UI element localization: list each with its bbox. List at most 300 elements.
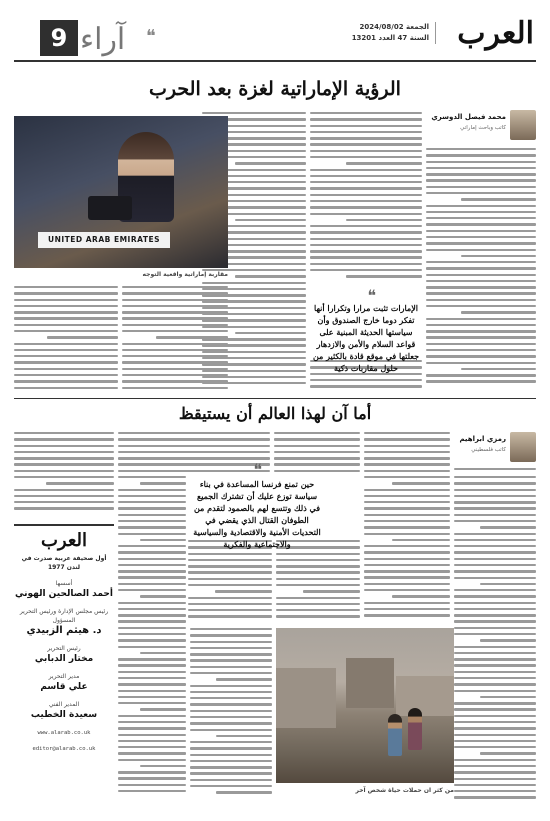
text-line bbox=[122, 299, 228, 301]
text-line bbox=[276, 615, 360, 617]
text-line bbox=[14, 330, 118, 332]
text-line bbox=[454, 790, 536, 792]
text-line bbox=[14, 387, 118, 389]
text-line bbox=[364, 489, 450, 491]
text-line bbox=[14, 324, 118, 326]
text-line bbox=[190, 779, 272, 781]
text-line bbox=[188, 584, 272, 586]
text-line bbox=[14, 286, 118, 288]
text-line bbox=[118, 752, 186, 754]
text-line bbox=[122, 311, 228, 313]
article2-column-6 bbox=[14, 432, 114, 518]
text-line bbox=[188, 609, 272, 611]
text-line bbox=[426, 167, 536, 169]
text-line bbox=[118, 759, 186, 761]
text-line bbox=[426, 148, 536, 150]
deputy-label: رئيس التحرير bbox=[47, 645, 81, 652]
text-line bbox=[364, 526, 450, 528]
text-line bbox=[118, 608, 186, 610]
text-line bbox=[426, 305, 536, 307]
text-line bbox=[118, 671, 186, 673]
text-line bbox=[426, 343, 536, 345]
text-line bbox=[188, 559, 272, 561]
article2-column-5 bbox=[118, 432, 186, 804]
text-line bbox=[190, 754, 272, 756]
text-line bbox=[216, 735, 272, 737]
text-line bbox=[454, 702, 536, 704]
text-line bbox=[156, 336, 228, 338]
text-line bbox=[426, 286, 536, 288]
text-line bbox=[118, 633, 186, 635]
article2-author-avatar bbox=[510, 432, 536, 462]
text-line bbox=[276, 553, 360, 555]
text-line bbox=[454, 482, 536, 484]
text-line bbox=[276, 584, 360, 586]
text-line bbox=[118, 514, 186, 516]
text-line bbox=[454, 759, 536, 761]
text-line bbox=[364, 558, 450, 560]
text-line bbox=[364, 445, 450, 447]
text-line bbox=[303, 590, 360, 592]
text-line bbox=[461, 368, 536, 370]
text-line bbox=[118, 614, 186, 616]
text-line bbox=[190, 760, 272, 762]
text-line bbox=[310, 156, 422, 158]
text-line bbox=[14, 457, 114, 459]
text-line bbox=[454, 677, 536, 679]
text-line bbox=[184, 451, 270, 453]
text-line bbox=[190, 691, 272, 693]
text-line bbox=[426, 274, 536, 276]
text-line bbox=[392, 539, 450, 541]
text-line bbox=[140, 595, 186, 597]
text-line bbox=[190, 647, 272, 649]
text-line bbox=[190, 634, 272, 636]
text-line bbox=[454, 589, 536, 591]
text-line bbox=[426, 179, 536, 181]
text-line bbox=[364, 438, 450, 440]
text-line bbox=[364, 432, 450, 434]
text-line bbox=[118, 746, 186, 748]
text-line bbox=[118, 489, 186, 491]
text-line bbox=[454, 520, 536, 522]
article2-photo bbox=[276, 628, 454, 783]
text-line bbox=[14, 343, 118, 345]
text-line bbox=[364, 589, 450, 591]
text-line bbox=[454, 771, 536, 773]
ruins-shape bbox=[346, 658, 394, 708]
page-number-badge: 9 bbox=[40, 20, 78, 56]
text-line bbox=[274, 451, 360, 453]
text-line bbox=[364, 564, 450, 566]
text-line bbox=[310, 181, 422, 183]
text-line bbox=[122, 361, 228, 363]
text-line bbox=[184, 445, 270, 447]
text-line bbox=[122, 387, 228, 389]
text-line bbox=[118, 576, 186, 578]
text-line bbox=[118, 438, 186, 440]
article2-column-1 bbox=[454, 476, 536, 810]
text-line bbox=[364, 551, 450, 553]
text-line bbox=[276, 559, 360, 561]
text-line bbox=[118, 727, 186, 729]
text-line bbox=[140, 708, 186, 710]
text-line bbox=[216, 678, 272, 680]
text-line bbox=[122, 355, 228, 357]
text-line bbox=[454, 721, 536, 723]
photo-nameplate: UNITED ARAB EMIRATES bbox=[38, 232, 170, 248]
text-line bbox=[364, 451, 450, 453]
text-line bbox=[310, 206, 422, 208]
text-line bbox=[454, 468, 536, 470]
text-line bbox=[276, 571, 360, 573]
text-line bbox=[14, 470, 114, 472]
text-line bbox=[426, 330, 536, 332]
text-line bbox=[426, 362, 536, 364]
text-line bbox=[426, 173, 536, 175]
text-line bbox=[454, 740, 536, 742]
masthead bbox=[14, 14, 536, 62]
text-line bbox=[190, 653, 272, 655]
issue-number: السنة 47 العدد 13201 bbox=[351, 34, 429, 42]
text-line bbox=[310, 150, 422, 152]
text-line bbox=[118, 545, 186, 547]
text-line bbox=[310, 269, 422, 271]
text-line bbox=[454, 765, 536, 767]
text-line bbox=[118, 677, 186, 679]
text-line bbox=[118, 583, 186, 585]
article1-column-5 bbox=[14, 286, 118, 392]
text-line bbox=[426, 318, 536, 320]
text-line bbox=[118, 445, 186, 447]
text-line bbox=[235, 275, 306, 277]
text-line bbox=[426, 205, 536, 207]
text-line bbox=[118, 570, 186, 572]
text-line bbox=[190, 716, 272, 718]
text-line bbox=[14, 311, 118, 313]
text-line bbox=[454, 734, 536, 736]
text-line bbox=[190, 729, 272, 731]
text-line bbox=[426, 349, 536, 351]
text-line bbox=[426, 186, 536, 188]
text-line bbox=[364, 608, 450, 610]
text-line bbox=[235, 162, 306, 164]
text-line bbox=[364, 463, 450, 465]
text-line bbox=[14, 438, 114, 440]
text-line bbox=[122, 330, 228, 332]
text-line bbox=[346, 275, 422, 277]
text-line bbox=[461, 255, 536, 257]
text-line bbox=[118, 533, 186, 535]
text-line bbox=[454, 595, 536, 597]
text-line bbox=[122, 374, 228, 376]
text-line bbox=[364, 545, 450, 547]
text-line bbox=[310, 263, 422, 265]
text-line bbox=[364, 507, 450, 509]
text-line bbox=[364, 495, 450, 497]
text-line bbox=[118, 683, 186, 685]
child-figure bbox=[408, 708, 422, 750]
text-line bbox=[426, 161, 536, 163]
text-line bbox=[118, 715, 186, 717]
text-line bbox=[310, 112, 422, 114]
website-link[interactable]: www.alarab.co.uk bbox=[37, 730, 91, 736]
text-line bbox=[118, 740, 186, 742]
text-line bbox=[310, 131, 422, 133]
text-line bbox=[274, 432, 360, 434]
text-line bbox=[454, 514, 536, 516]
text-line bbox=[454, 727, 536, 729]
text-line bbox=[118, 664, 186, 666]
text-line bbox=[454, 489, 536, 491]
text-line bbox=[276, 578, 360, 580]
text-line bbox=[190, 741, 272, 743]
text-line bbox=[122, 349, 228, 351]
text-line bbox=[310, 143, 422, 145]
text-line bbox=[215, 590, 272, 592]
text-line bbox=[118, 627, 186, 629]
text-line bbox=[454, 690, 536, 692]
text-line bbox=[118, 602, 186, 604]
article1-column-2 bbox=[310, 112, 422, 282]
text-line bbox=[454, 715, 536, 717]
text-line bbox=[122, 380, 228, 382]
article1-photo bbox=[14, 116, 228, 268]
article2-photo-caption: من كثر ان حملات حياة شخص آخر bbox=[355, 787, 454, 794]
text-line bbox=[274, 445, 360, 447]
text-line bbox=[118, 470, 186, 472]
text-line bbox=[454, 784, 536, 786]
text-line bbox=[190, 641, 272, 643]
article2-byline bbox=[452, 432, 536, 464]
text-line bbox=[426, 249, 536, 251]
text-line bbox=[454, 658, 536, 660]
chairman-name: د. هيثم الزبيدي bbox=[26, 625, 102, 636]
text-line bbox=[190, 772, 272, 774]
article2-author-name: رمزي ابراهيم bbox=[459, 435, 506, 443]
article2-column-1a bbox=[454, 468, 536, 474]
text-line bbox=[118, 589, 186, 591]
text-line bbox=[188, 603, 272, 605]
text-line bbox=[454, 683, 536, 685]
text-line bbox=[454, 746, 536, 748]
text-line bbox=[202, 282, 306, 284]
text-line bbox=[461, 311, 536, 313]
text-line bbox=[276, 597, 360, 599]
text-line bbox=[188, 565, 272, 567]
text-line bbox=[426, 217, 536, 219]
text-line bbox=[14, 489, 114, 491]
text-line bbox=[188, 597, 272, 599]
text-line bbox=[426, 299, 536, 301]
text-line bbox=[140, 482, 186, 484]
text-line bbox=[118, 646, 186, 648]
text-line bbox=[188, 615, 272, 617]
text-line bbox=[274, 470, 360, 472]
text-line bbox=[14, 305, 118, 307]
text-line bbox=[454, 627, 536, 629]
publication-info-box bbox=[14, 524, 114, 804]
text-line bbox=[122, 317, 228, 319]
article1-byline bbox=[424, 110, 536, 144]
text-line bbox=[276, 603, 360, 605]
text-line bbox=[310, 225, 422, 227]
text-line bbox=[454, 533, 536, 535]
text-line bbox=[188, 553, 272, 555]
text-line bbox=[190, 666, 272, 668]
text-line bbox=[14, 361, 118, 363]
text-line bbox=[454, 577, 536, 579]
text-line bbox=[118, 451, 186, 453]
text-line bbox=[364, 514, 450, 516]
founder-name: أحمد الصالحين الهوني bbox=[15, 589, 113, 599]
text-line bbox=[140, 652, 186, 654]
text-line bbox=[454, 476, 536, 478]
text-line bbox=[364, 614, 450, 616]
text-line bbox=[310, 385, 422, 387]
issue-info bbox=[352, 22, 436, 44]
text-line bbox=[14, 445, 114, 447]
text-line bbox=[276, 609, 360, 611]
text-line bbox=[454, 796, 536, 798]
text-line bbox=[426, 230, 536, 232]
managing-name: علي قاسم bbox=[40, 682, 88, 692]
text-line bbox=[310, 244, 422, 246]
article1-author-role: كاتب وباحث إماراتي bbox=[460, 125, 506, 131]
text-line bbox=[14, 501, 114, 503]
text-line bbox=[454, 633, 536, 635]
text-line bbox=[310, 238, 422, 240]
text-line bbox=[14, 495, 114, 497]
text-line bbox=[14, 299, 118, 301]
text-line bbox=[274, 457, 360, 459]
text-line bbox=[190, 672, 272, 674]
text-line bbox=[310, 194, 422, 196]
article1-headline: الرؤية الإماراتية لغزة بعد الحرب bbox=[149, 78, 401, 100]
text-line bbox=[235, 332, 306, 334]
text-line bbox=[14, 476, 114, 478]
article2-column-3 bbox=[274, 432, 360, 476]
text-line bbox=[454, 608, 536, 610]
text-line bbox=[14, 507, 114, 509]
text-line bbox=[235, 219, 306, 221]
podium bbox=[88, 196, 132, 220]
text-line bbox=[118, 771, 186, 773]
text-line bbox=[14, 292, 118, 294]
text-line bbox=[190, 703, 272, 705]
text-line bbox=[14, 368, 118, 370]
text-line bbox=[122, 286, 228, 288]
text-line bbox=[190, 628, 272, 630]
text-line bbox=[310, 231, 422, 233]
text-line bbox=[364, 533, 450, 535]
text-line bbox=[426, 374, 536, 376]
text-line bbox=[454, 708, 536, 710]
text-line bbox=[426, 211, 536, 213]
child-figure bbox=[388, 714, 402, 756]
text-line bbox=[454, 564, 536, 566]
text-line bbox=[118, 457, 186, 459]
managing-label: مدير التحرير bbox=[48, 673, 80, 680]
text-line bbox=[122, 343, 228, 345]
text-line bbox=[392, 482, 450, 484]
text-line bbox=[480, 696, 536, 698]
pull-quote-icon-2: ❝ bbox=[253, 460, 262, 479]
text-line bbox=[14, 451, 114, 453]
text-line bbox=[364, 470, 450, 472]
ruins-shape bbox=[276, 668, 336, 728]
article2-pull-quote: حين تمنع فرنسا المساعدة في بناء سياسة توزع عليك أن تشترك الجميع في ذلك وتتسع لهم بالصمود لتقدم من الطوفان القتال الذي يقضي في التحديات الأمنية والاقتصادية والسياسية والاجتماعية والفكرية bbox=[193, 479, 321, 549]
text-line bbox=[480, 583, 536, 585]
article2-column-7 bbox=[190, 628, 272, 804]
text-line bbox=[118, 620, 186, 622]
text-line bbox=[122, 368, 228, 370]
text-line bbox=[454, 671, 536, 673]
text-line bbox=[118, 558, 186, 560]
text-line bbox=[426, 192, 536, 194]
article1-column-4 bbox=[122, 286, 228, 392]
text-line bbox=[274, 438, 360, 440]
text-line bbox=[190, 710, 272, 712]
text-line bbox=[454, 778, 536, 780]
text-line bbox=[364, 501, 450, 503]
text-line bbox=[310, 169, 422, 171]
text-line bbox=[118, 520, 186, 522]
text-line bbox=[426, 336, 536, 338]
text-line bbox=[118, 702, 186, 704]
text-line bbox=[14, 374, 118, 376]
text-line bbox=[14, 432, 114, 434]
text-line bbox=[14, 463, 114, 465]
newspaper-logo[interactable]: العرب bbox=[457, 16, 534, 51]
text-line bbox=[310, 137, 422, 139]
text-line bbox=[14, 349, 118, 351]
text-line bbox=[190, 659, 272, 661]
text-line bbox=[426, 380, 536, 382]
text-line bbox=[454, 501, 536, 503]
text-line bbox=[454, 507, 536, 509]
founding-note: أول صحيفة عربية صدرت في لندن 1977 bbox=[21, 555, 107, 571]
text-line bbox=[122, 324, 228, 326]
email-link[interactable]: editor@alarab.co.uk bbox=[32, 746, 96, 752]
text-line bbox=[426, 154, 536, 156]
text-line bbox=[310, 187, 422, 189]
text-line bbox=[216, 791, 272, 793]
text-line bbox=[140, 539, 186, 541]
text-line bbox=[202, 112, 306, 114]
text-line bbox=[426, 261, 536, 263]
ruins-shape bbox=[396, 676, 454, 716]
text-line bbox=[118, 734, 186, 736]
text-line bbox=[426, 242, 536, 244]
text-line bbox=[188, 578, 272, 580]
chairman-label: رئيس مجلس الإدارة ورئيس التحرير المسؤول bbox=[19, 608, 109, 624]
text-line bbox=[480, 526, 536, 528]
text-line bbox=[346, 162, 422, 164]
text-line bbox=[118, 658, 186, 660]
text-line bbox=[47, 336, 118, 338]
text-line bbox=[310, 379, 422, 381]
text-line bbox=[118, 495, 186, 497]
article1-author-name: محمد فيصل الدوسري bbox=[431, 113, 506, 121]
text-line bbox=[480, 639, 536, 641]
section-divider bbox=[14, 398, 536, 399]
text-line bbox=[310, 200, 422, 202]
text-line bbox=[118, 777, 186, 779]
text-line bbox=[346, 219, 422, 221]
text-line bbox=[190, 766, 272, 768]
quote-icon: ❝ bbox=[146, 26, 156, 47]
